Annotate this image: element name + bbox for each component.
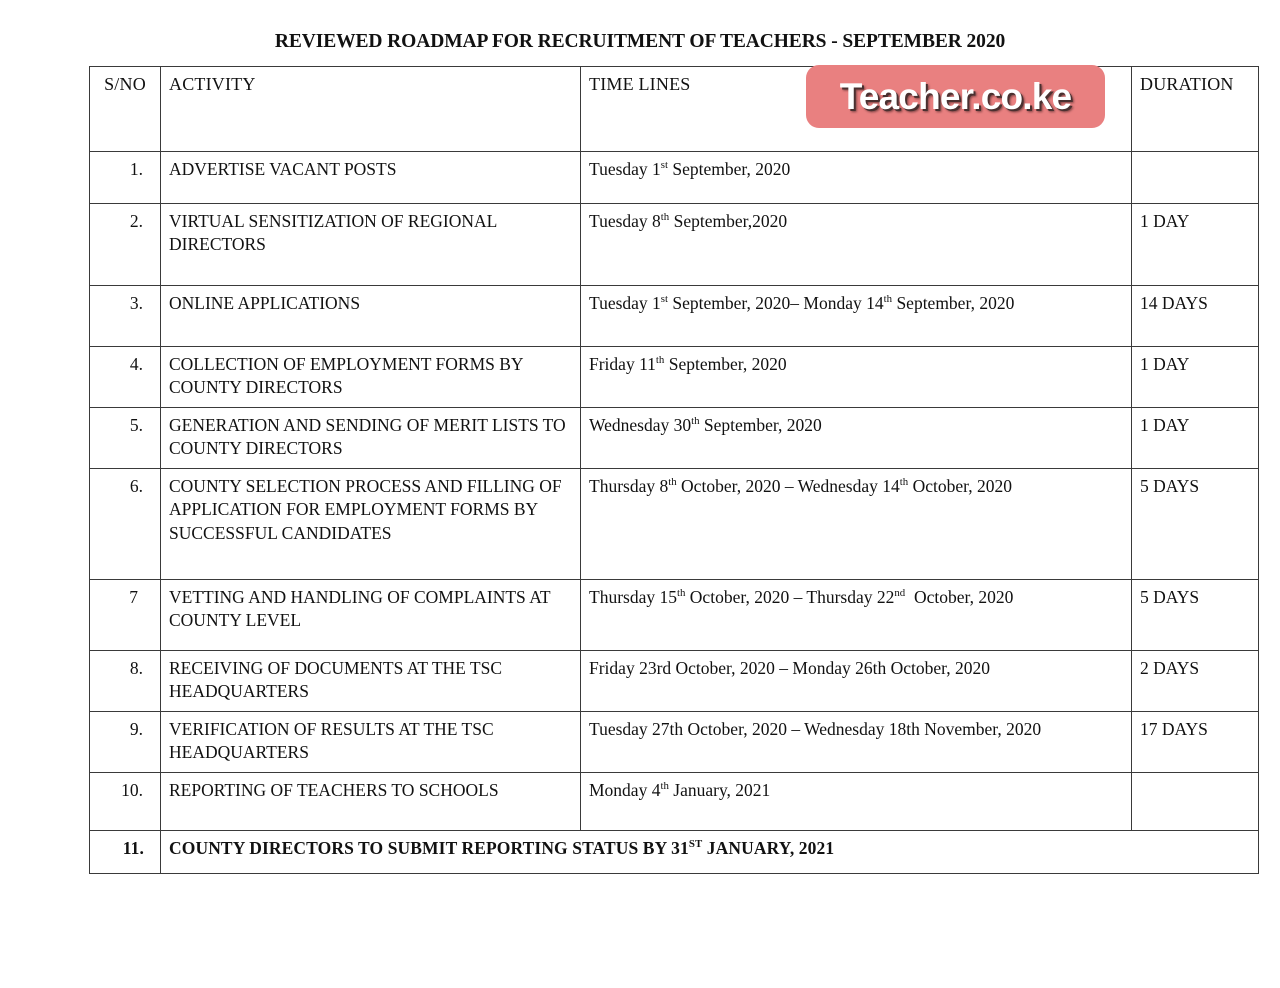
row-activity: VIRTUAL SENSITIZATION OF REGIONAL DIRECTORS	[161, 204, 581, 286]
row-timelines: Monday 4th January, 2021	[581, 773, 1132, 831]
table-row	[90, 286, 1259, 347]
row-activity: ONLINE APPLICATIONS	[161, 286, 581, 347]
row-sno: 10.	[90, 773, 161, 831]
row-sno: 6.	[90, 469, 161, 580]
table-footer-row	[90, 831, 1259, 874]
column-header-timelines: TIME LINES	[581, 67, 1132, 152]
row-activity: RECEIVING OF DOCUMENTS AT THE TSC HEADQUARTERS	[161, 651, 581, 712]
row-timelines: Tuesday 1st September, 2020	[581, 152, 1132, 204]
row-duration: 1 DAY	[1132, 347, 1259, 408]
row-sno: 9.	[90, 712, 161, 773]
row-duration: 5 DAYS	[1132, 580, 1259, 651]
row-duration: 17 DAYS	[1132, 712, 1259, 773]
row-timelines: Thursday 8th October, 2020 – Wednesday 14th October, 2020	[581, 469, 1132, 580]
row-activity: REPORTING OF TEACHERS TO SCHOOLS	[161, 773, 581, 831]
row-activity: VETTING AND HANDLING OF COMPLAINTS AT COUNTY LEVEL	[161, 580, 581, 651]
row-sno: 7	[90, 580, 161, 651]
table-body	[90, 152, 1259, 874]
row-activity: COUNTY SELECTION PROCESS AND FILLING OF APPLICATION FOR EMPLOYMENT FORMS BY SUCCESSFUL CANDIDATES	[161, 469, 581, 580]
row-activity: COLLECTION OF EMPLOYMENT FORMS BY COUNTY DIRECTORS	[161, 347, 581, 408]
row-duration: 1 DAY	[1132, 204, 1259, 286]
table-row	[90, 408, 1259, 469]
row-duration	[1132, 152, 1259, 204]
row-duration: 5 DAYS	[1132, 469, 1259, 580]
column-header-duration: DURATION	[1132, 67, 1259, 152]
watermark-badge	[806, 65, 1105, 128]
table-row	[90, 712, 1259, 773]
table-row	[90, 469, 1259, 580]
row-activity: VERIFICATION OF RESULTS AT THE TSC HEADQUARTERS	[161, 712, 581, 773]
table-row	[90, 773, 1259, 831]
row-duration: 1 DAY	[1132, 408, 1259, 469]
row-timelines: Tuesday 1st September, 2020– Monday 14th September, 2020	[581, 286, 1132, 347]
footer-row-summary: COUNTY DIRECTORS TO SUBMIT REPORTING STATUS BY 31ST JANUARY, 2021	[161, 831, 1259, 874]
row-sno: 1.	[90, 152, 161, 204]
table-row	[90, 152, 1259, 204]
row-sno: 11.	[90, 831, 161, 874]
row-timelines: Tuesday 8th September,2020	[581, 204, 1132, 286]
row-sno: 8.	[90, 651, 161, 712]
column-header-sno: S/NO	[90, 67, 161, 152]
row-timelines: Tuesday 27th October, 2020 – Wednesday 18th November, 2020	[581, 712, 1132, 773]
watermark-label: Teacher.co.ke	[839, 75, 1072, 117]
recruitment-roadmap-table	[89, 66, 1259, 874]
row-duration	[1132, 773, 1259, 831]
page-title: REVIEWED ROADMAP FOR RECRUITMENT OF TEACHERS - SEPTEMBER 2020	[274, 31, 1006, 52]
table-row	[90, 651, 1259, 712]
row-timelines: Friday 23rd October, 2020 – Monday 26th October, 2020	[581, 651, 1132, 712]
row-duration: 14 DAYS	[1132, 286, 1259, 347]
row-sno: 4.	[90, 347, 161, 408]
row-timelines: Wednesday 30th September, 2020	[581, 408, 1132, 469]
column-header-activity: ACTIVITY	[161, 67, 581, 152]
table-row	[90, 204, 1259, 286]
row-timelines: Thursday 15th October, 2020 – Thursday 22nd October, 2020	[581, 580, 1132, 651]
table-row	[90, 347, 1259, 408]
row-sno: 5.	[90, 408, 161, 469]
row-activity: GENERATION AND SENDING OF MERIT LISTS TO COUNTY DIRECTORS	[161, 408, 581, 469]
row-activity: ADVERTISE VACANT POSTS	[161, 152, 581, 204]
row-sno: 3.	[90, 286, 161, 347]
row-timelines: Friday 11th September, 2020	[581, 347, 1132, 408]
row-duration: 2 DAYS	[1132, 651, 1259, 712]
row-sno: 2.	[90, 204, 161, 286]
table-row	[90, 580, 1259, 651]
